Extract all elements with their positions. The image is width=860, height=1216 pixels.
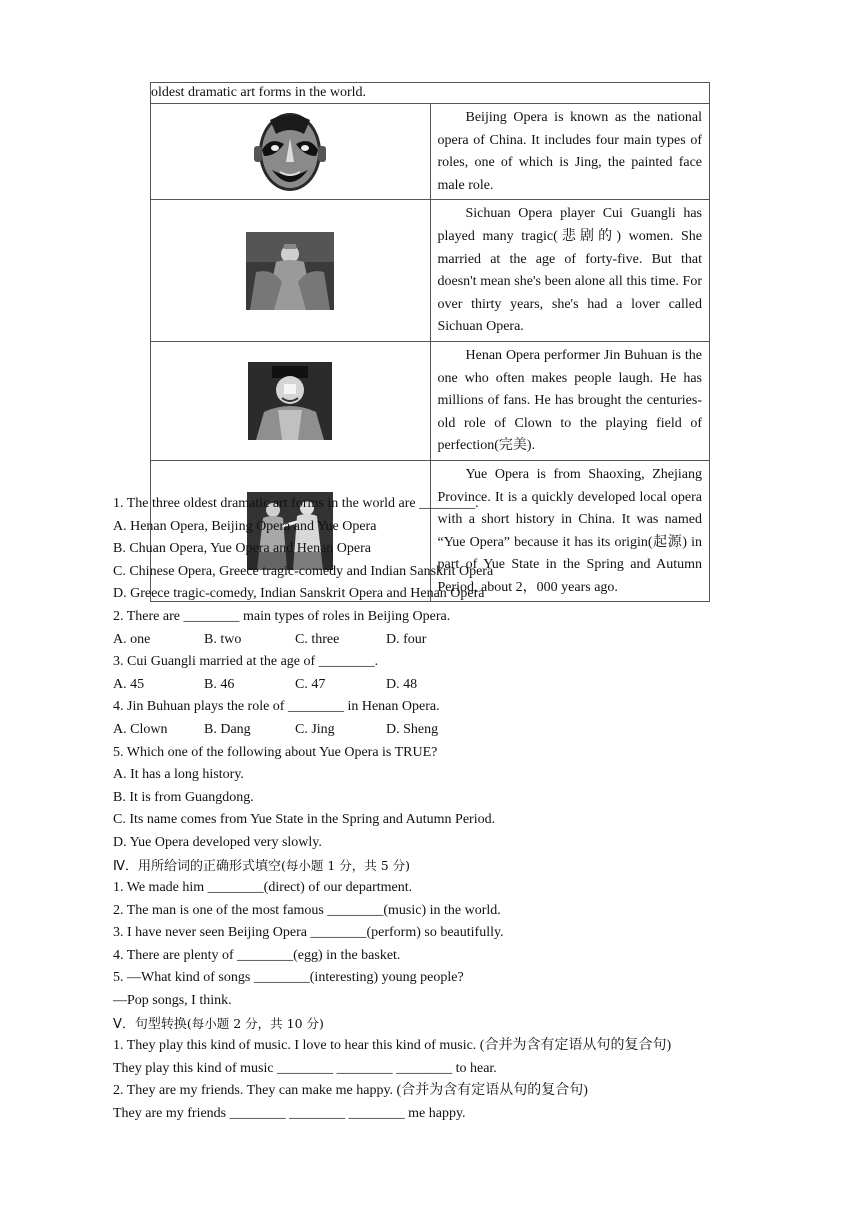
question-3-option-a: A. 45 xyxy=(113,676,145,692)
question-3-option-d: D. 48 xyxy=(386,676,418,692)
question-5-option-b: B. It is from Guangdong. xyxy=(113,789,254,805)
question-2-option-b: B. two xyxy=(204,631,242,647)
henan-opera-text: Henan Opera performer Jin Buhuan is the one who often makes people laugh. He has millions of fans. He has brought the centuries-old role of Clown to the playing field of perfection(完美). xyxy=(430,341,710,460)
section-4-item: 1. We made him ________(direct) of our department. xyxy=(113,880,413,896)
question-4-option-a: A. Clown xyxy=(113,721,168,737)
peking-opera-mask-image xyxy=(248,110,332,194)
question-1-option-d: D. Greece tragic-comedy, Indian Sanskrit Opera and Henan Opera xyxy=(113,586,485,602)
table-header-row xyxy=(151,83,710,104)
question-4-option-c: C. Jing xyxy=(295,721,335,737)
sichuan-opera-performer-image xyxy=(246,232,334,310)
question-4-option-d: D. Sheng xyxy=(386,721,439,737)
table-row xyxy=(151,341,710,460)
question-5-option-c: C. Its name comes from Yue State in the Spring and Autumn Period. xyxy=(113,812,496,828)
section-5-item: 1. They play this kind of music. I love to hear this kind of music. (合并为含有定语从句的复合句) xyxy=(113,1038,672,1054)
question-2-stem: 2. There are ________ main types of roles in Beijing Opera. xyxy=(113,608,451,624)
section-5-item: 2. They are my friends. They can make me happy. (合并为含有定语从句的复合句) xyxy=(113,1083,588,1099)
question-2-option-d: D. four xyxy=(386,631,427,647)
question-4-options xyxy=(113,719,733,742)
section-4-item: 2. The man is one of the most famous ________(music) in the world. xyxy=(113,902,501,918)
question-2-option-c: C. three xyxy=(295,631,340,647)
question-1-stem: 1. The three oldest dramatic art forms in the world are ________. xyxy=(113,496,479,511)
question-3-options xyxy=(113,674,733,697)
section-4-item: 3. I have never seen Beijing Opera ________(perform) so beautifully. xyxy=(113,925,504,941)
table-header-text: oldest dramatic art forms in the world. xyxy=(151,83,710,104)
question-5-option-d: D. Yue Opera developed very slowly. xyxy=(113,834,322,850)
yue-opera-text: Yue Opera is from Shaoxing, Zhejiang Province. It is a quickly developed local opera with a short history in China. It was named “Yue Opera” because it has its origin(起源) in part of Yue State in the Spring and Autumn Period, about 2，000 years ago. xyxy=(430,460,710,602)
section-4-subtitle: (每小题 1 分，共 5 分) xyxy=(281,857,411,873)
question-3-stem: 3. Cui Guangli married at the age of ________. xyxy=(113,654,379,670)
table-row xyxy=(151,200,710,342)
table-row xyxy=(151,104,710,200)
section-5-title: Ⅴ．句型转换 xyxy=(113,1016,187,1032)
question-2-options xyxy=(113,629,733,652)
question-3-option-b: B. 46 xyxy=(204,676,235,692)
question-5-option-a: A. It has a long history. xyxy=(113,767,244,783)
section-4-item: 4. There are plenty of ________(egg) in the basket. xyxy=(113,947,401,963)
question-2-option-a: A. one xyxy=(113,631,151,647)
section-5-item: They are my friends ________ ________ ________ me happy. xyxy=(113,1106,466,1122)
section-5-subtitle: (每小题 2 分，共 10 分) xyxy=(186,1015,324,1031)
question-5-stem: 5. Which one of the following about Yue Opera is TRUE? xyxy=(113,744,438,760)
questions-area xyxy=(113,493,733,1126)
question-4-stem: 4. Jin Buhuan plays the role of ________ in Henan Opera. xyxy=(113,699,440,715)
section-4-title: Ⅳ．用所给词的正确形式填空 xyxy=(113,858,281,874)
section-5-heading xyxy=(113,1013,733,1036)
question-4-option-b: B. Dang xyxy=(204,721,251,737)
question-3-option-c: C. 47 xyxy=(295,676,326,692)
section-4-item: 5. —What kind of songs ________(interesting) young people? xyxy=(113,970,464,986)
section-5-item: They play this kind of music ________ ________ ________ to hear. xyxy=(113,1060,497,1076)
henan-opera-clown-image xyxy=(248,362,332,440)
question-1-option-c: C. Chinese Opera, Greece tragic-comedy and Indian Sanskrit Opera xyxy=(113,563,494,579)
question-1-option-a: A. Henan Opera, Beijing Opera and Yue Opera xyxy=(113,518,377,534)
beijing-opera-text: Beijing Opera is known as the national opera of China. It includes four main types of roles, one of which is Jing, the painted face male role. xyxy=(430,104,710,200)
section-4-item: —Pop songs, I think. xyxy=(113,993,232,1009)
question-1-option-b: B. Chuan Opera, Yue Opera and Henan Opera xyxy=(113,541,371,557)
sichuan-opera-text: Sichuan Opera player Cui Guangli has played many tragic(悲剧的) women. She married at the age of forty-five. But that doesn't mean she's been alone all this time. For over thirty years, she's had a lover called Sichuan Opera. xyxy=(430,200,710,342)
section-4-heading xyxy=(113,855,733,878)
